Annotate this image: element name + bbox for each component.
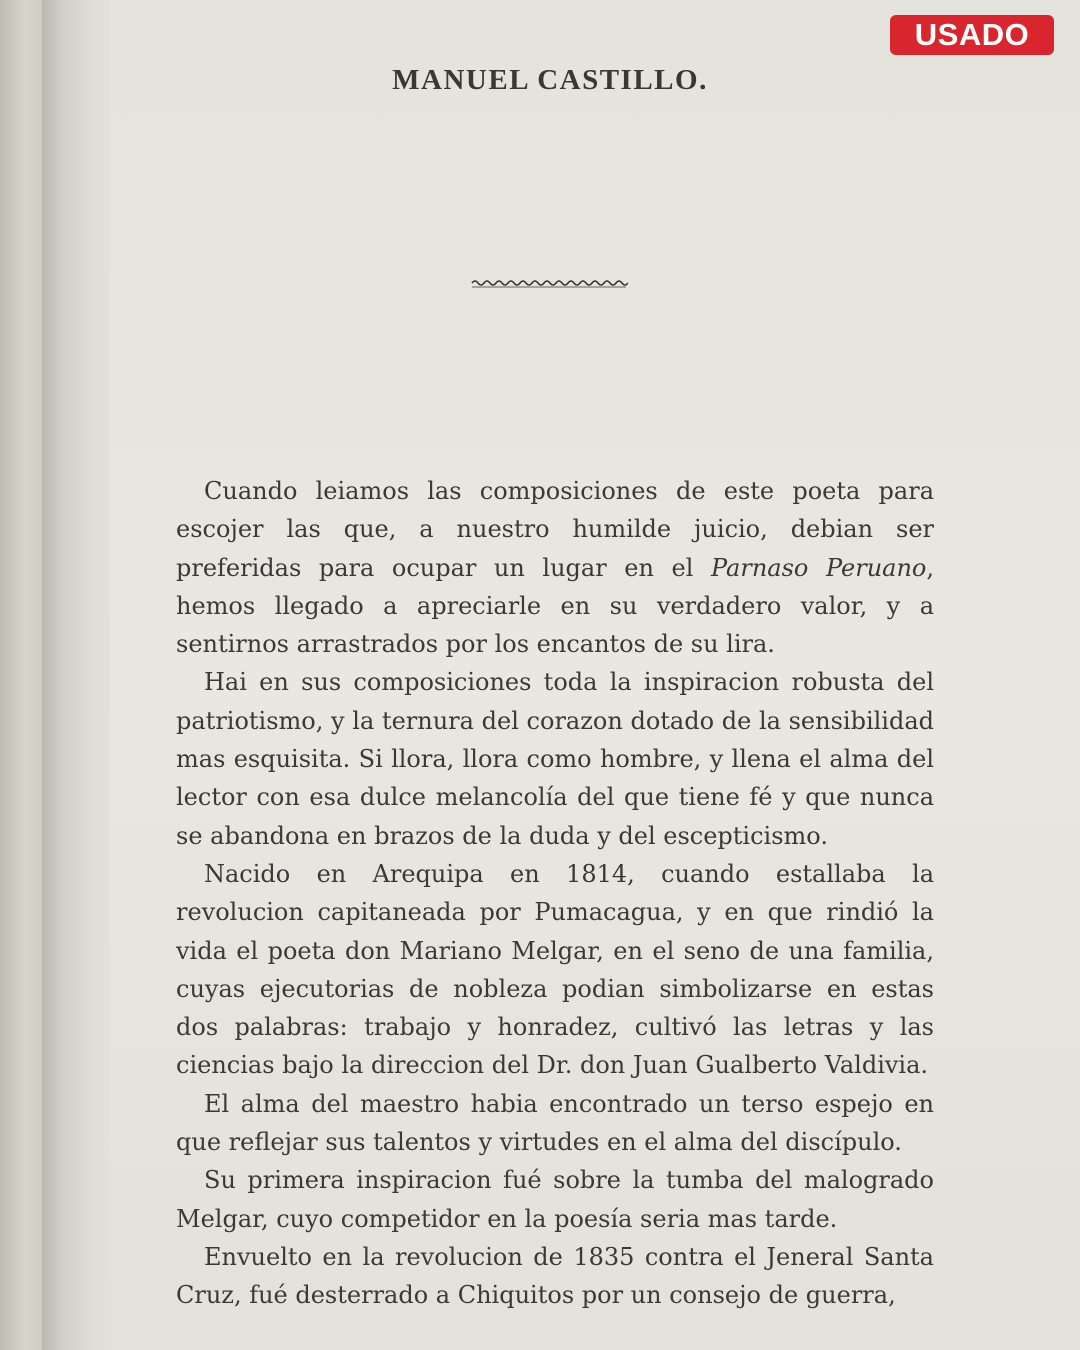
paragraph: Hai en sus composiciones toda la inspiracion robusta del patriotismo, y la ternura del corazon dotado de la sensibilidad mas esquisita. Si llora, llora como hombre, y llena el alma del lector con esa dulce melancolía del que tiene fé y que nunca se abandona en brazos de la duda y del escepticismo. (176, 668, 934, 850)
paragraph: Su primera inspiracion fué sobre la tumba del malogrado Melgar, cuyo competidor en la poesía seria mas tarde. (176, 1166, 934, 1233)
used-condition-badge: USADO (890, 15, 1054, 55)
paragraph: Cuando leiamos las composiciones de este poeta para escojer las que, a nuestro humilde juicio, debian ser preferidas para ocupar un lugar en el Parnaso Peruano, hemos llegado a apreciarle en su verdadero valor, y a sentirnos arrastrados por los encantos de su lira. (176, 477, 935, 659)
spine-shadow (42, 0, 112, 1350)
chapter-title: MANUEL CASTILLO. (392, 64, 708, 96)
body-text (176, 472, 934, 1315)
wavy-rule-ornament (470, 274, 628, 292)
paragraph: Nacido en Arequipa en 1814, cuando estallaba la revolucion capitaneada por Pumacagua, y en que rindió la vida el poeta don Mariano Melgar, en el seno de una familia, cuyas ejecutorias de nobleza podian simbolizarse en estas dos palabras: trabajo y honradez, cultivó las letras y las ciencias bajo la direccion del Dr. don Juan Gualberto Valdivia. (176, 859, 934, 1080)
book-title-emphasis: Parnaso Peruano (710, 553, 927, 582)
facing-page-edge (0, 0, 42, 1350)
paragraph: Envuelto en la revolucion de 1835 contra el Jeneral Santa Cruz, fué desterrado a Chiquitos por un consejo de guerra, (176, 1242, 934, 1310)
paragraph: El alma del maestro habia encontrado un terso espejo en que reflejar sus talentos y virtudes en el alma del discípulo. (176, 1089, 934, 1157)
